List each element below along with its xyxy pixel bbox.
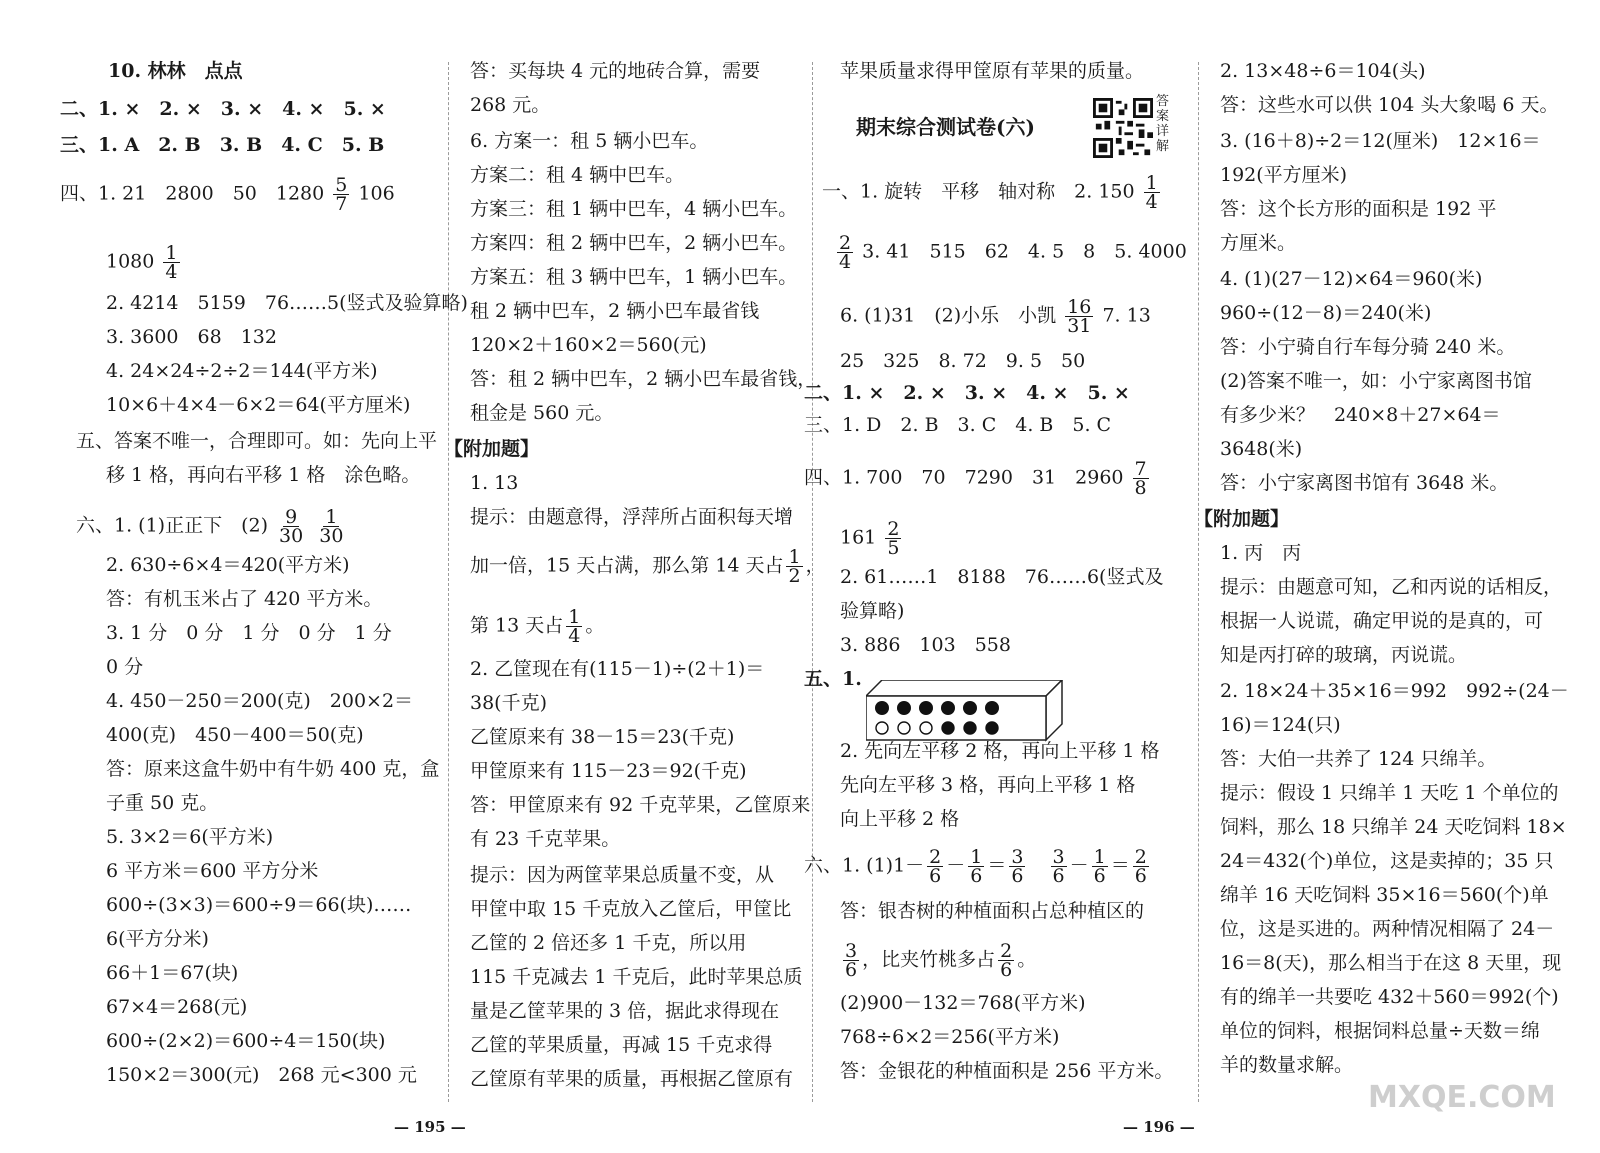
answer-line: 1. 13 bbox=[470, 472, 519, 494]
hint-line: 单位的饲料，根据饲料总量÷天数＝绵 bbox=[1220, 1020, 1540, 1042]
answer-line: 六、1. (1)1－ $\frac{2}{6}$ － $\frac{1}{6}$ ＝ $\frac{3}{6}$ $\frac{3}{6}$ － $\frac{1}{6}$ ＝ $\frac{2}{6}$ bbox=[804, 846, 1147, 887]
page-number-right: — 196 — bbox=[1123, 1118, 1195, 1136]
answer-line: 66＋1＝67(块) bbox=[106, 962, 239, 984]
column-divider bbox=[1198, 62, 1199, 1102]
hint-line: 24＝432(个)单位，这是卖掉的；35 只 bbox=[1220, 850, 1554, 872]
answer-line: 16)＝124(只) bbox=[1220, 714, 1341, 736]
answer-line: 5. 3×2＝6(平方米) bbox=[106, 826, 274, 848]
answer-line: 甲筐原来有 115－23＝92(千克) bbox=[470, 760, 747, 782]
filled-dot bbox=[964, 722, 976, 734]
hint-line bbox=[470, 546, 825, 587]
fraction: $\frac{1}{2}$ bbox=[788, 546, 801, 587]
answer-line: 方案五：租 3 辆中巴车，1 辆小巴车。 bbox=[470, 266, 798, 288]
answer-line: 6(平方分米) bbox=[106, 928, 209, 950]
answer-line: 1. 丙 丙 bbox=[1220, 542, 1302, 564]
hint-line: 提示：因为两筐苹果总质量不变，从 bbox=[470, 864, 775, 886]
fraction: $\frac{9}{30}$ bbox=[279, 506, 304, 547]
hint-line: 饲料，那么 18 只绵羊 24 天吃饲料 18× bbox=[1220, 816, 1567, 838]
answer-line bbox=[60, 244, 430, 281]
filled-dot bbox=[963, 701, 977, 715]
filled-dot bbox=[875, 701, 889, 715]
answer-text: 6. (1)31 (2)小乐 小凯 bbox=[840, 304, 1057, 327]
filled-dot bbox=[942, 722, 954, 734]
answer-text: 第 13 天占 bbox=[470, 614, 564, 637]
hint-line: 知是丙打碎的玻璃，丙说谎。 bbox=[1220, 644, 1468, 666]
filled-dot bbox=[919, 701, 933, 715]
answer-line bbox=[60, 508, 430, 545]
answer-line: 答：金银花的种植面积是 256 平方米。 bbox=[840, 1060, 1174, 1082]
fraction: $\frac{2}{4}$ bbox=[839, 232, 852, 273]
answer-line: 600÷(3×3)＝600÷9＝66(块)…… bbox=[106, 894, 412, 916]
answer-line: 方案四：租 2 辆中巴车，2 辆小巴车。 bbox=[470, 232, 798, 254]
answer-line: 答：这些水可以供 104 头大象喝 6 天。 bbox=[1220, 94, 1559, 116]
hint-line: 提示：由题意得，浮萍所占面积每天增 bbox=[470, 506, 794, 528]
answer-line bbox=[822, 174, 1185, 211]
answer-line: 乙筐原来有 38－15＝23(千克) bbox=[470, 726, 735, 748]
answer-line: 67×4＝268(元) bbox=[106, 996, 248, 1018]
fraction: $\frac{2}{6}$ bbox=[929, 846, 942, 887]
hollow-dot bbox=[920, 722, 932, 734]
answer-text: 四、1. 21 2800 50 1280 bbox=[60, 182, 325, 205]
answer-line: 0 分 bbox=[106, 656, 144, 678]
hint-line: 115 千克减去 1 千克后，此时苹果总质 bbox=[470, 966, 803, 988]
answer-line: 3648(米) bbox=[1220, 438, 1303, 460]
answer-line: 10×6＋4×4－6×2＝64(平方厘米) bbox=[106, 394, 411, 416]
answer-line: 6 平方米＝600 平方分米 bbox=[106, 860, 319, 882]
fraction: $\frac{1}{4}$ bbox=[1145, 172, 1158, 213]
answer-text: 3. 41 515 62 4. 5 8 5. 4000 bbox=[862, 240, 1187, 263]
answer-line: 960÷(12－8)＝240(米) bbox=[1220, 302, 1432, 324]
hint-line: 羊的数量求解。 bbox=[1220, 1054, 1354, 1076]
answer-line: 三、1. A 2. B 3. B 4. C 5. B bbox=[60, 134, 385, 156]
filled-dot bbox=[897, 701, 911, 715]
fraction: $\frac{16}{31}$ bbox=[1067, 296, 1092, 337]
answer-line: 10. 林林 点点 bbox=[108, 60, 243, 82]
answer-line: 五、答案不唯一，合理即可。如：先向上平 bbox=[76, 430, 438, 452]
answer-line: 租 2 辆中巴车，2 辆小巴车最省钱 bbox=[470, 300, 760, 322]
hint-line: 乙筐原有苹果的质量，再根据乙筐原有 bbox=[470, 1068, 794, 1090]
answer-line: 三、1. D 2. B 3. C 4. B 5. C bbox=[804, 414, 1112, 436]
answer-line: 方厘米。 bbox=[1220, 232, 1297, 254]
answer-line bbox=[840, 298, 1185, 335]
answer-text: 加一倍，15 天占满，那么第 14 天占 bbox=[470, 554, 784, 577]
answer-text: 六、1. (1)正正下 (2) bbox=[76, 514, 268, 537]
filled-dot bbox=[941, 701, 955, 715]
answer-line: 答：大伯一共养了 124 只绵羊。 bbox=[1220, 748, 1497, 770]
answer-line: 向上平移 2 格 bbox=[840, 808, 960, 830]
qr-caption: 答案详解 bbox=[1156, 94, 1170, 154]
fraction: $\frac{7}{8}$ bbox=[1134, 458, 1147, 499]
answer-line: 移 1 格，再向右平移 1 格 涂色略。 bbox=[106, 464, 421, 486]
hint-line: 位，这是买进的。两种情况相隔了 24－ bbox=[1220, 918, 1555, 940]
answer-line: 2. 18×24＋35×16＝992 992÷(24－ bbox=[1220, 680, 1569, 702]
answer-line: 答：甲筐原来有 92 千克苹果，乙筐原来 bbox=[470, 794, 811, 816]
answer-line: 二、1. × 2. × 3. × 4. × 5. × bbox=[60, 98, 386, 120]
answer-line: 192(平方厘米) bbox=[1220, 164, 1348, 186]
hint-line: 根据一人说谎，确定甲说的是真的，可 bbox=[1220, 610, 1544, 632]
answer-line: 答：银杏树的种植面积占总种植区的 bbox=[840, 900, 1145, 922]
watermark: MXQE.COM bbox=[1368, 1080, 1556, 1115]
hint-line: 提示：由题意可知，乙和丙说的话相反， bbox=[1220, 576, 1563, 598]
answer-line: 2. 4214 5159 76……5(竖式及验算略) bbox=[106, 292, 468, 314]
answer-text: 。 bbox=[1017, 948, 1037, 971]
answer-line: 768÷6×2＝256(平方米) bbox=[840, 1026, 1060, 1048]
hint-line: 量是乙筐苹果的 3 倍，据此求得现在 bbox=[470, 1000, 780, 1022]
answer-line: 先向左平移 3 格，再向上平移 1 格 bbox=[840, 774, 1136, 796]
answer-line: 2. 乙筐现在有(115－1)÷(2＋1)＝ bbox=[470, 658, 765, 680]
answer-line: 五、1. bbox=[804, 668, 862, 690]
answer-line: 3. 1 分 0 分 1 分 0 分 1 分 bbox=[106, 622, 392, 644]
answer-text: 161 bbox=[840, 526, 877, 549]
answer-text: 一、1. 旋转 平移 轴对称 2. 150 bbox=[822, 180, 1135, 203]
fraction: $\frac{1}{6}$ bbox=[1093, 846, 1106, 887]
answer-text: 106 bbox=[358, 182, 395, 205]
answer-line: 答：买每块 4 元的地砖合算，需要 bbox=[470, 60, 761, 82]
hint-line bbox=[470, 608, 820, 645]
answer-line: 2. 630÷6×4＝420(平方米) bbox=[106, 554, 350, 576]
answer-line: 120×2＋160×2＝560(元) bbox=[470, 334, 707, 356]
answer-line: 子重 50 克。 bbox=[106, 792, 219, 814]
answer-line: 600÷(2×2)＝600÷4＝150(块) bbox=[106, 1030, 386, 1052]
answer-line: 答：这个长方形的面积是 192 平 bbox=[1220, 198, 1497, 220]
answer-text: 四、1. 700 70 7290 31 2960 bbox=[804, 466, 1124, 489]
fraction: $\frac{1}{4}$ bbox=[568, 606, 581, 647]
hollow-dot bbox=[876, 722, 888, 734]
answer-line bbox=[840, 942, 1185, 979]
answer-line: 2. 13×48÷6＝104(头) bbox=[1220, 60, 1426, 82]
filled-dot bbox=[986, 722, 998, 734]
answer-line: 4. 450－250＝200(克) 200×2＝ bbox=[106, 690, 414, 712]
answer-line: 有多少米？ 240×8＋27×64＝ bbox=[1220, 404, 1501, 426]
answer-line: 268 元。 bbox=[470, 94, 551, 116]
fraction: $\frac{2}{6}$ bbox=[1134, 846, 1147, 887]
answer-line: 3. 3600 68 132 bbox=[106, 326, 277, 348]
fraction: $\frac{3}{6}$ bbox=[1052, 846, 1065, 887]
page-number-left: — 195 — bbox=[394, 1118, 466, 1136]
fraction: $\frac{3}{6}$ bbox=[1011, 846, 1024, 887]
answer-line: 答：有机玉米占了 420 平方米。 bbox=[106, 588, 383, 610]
answer-line: 租金是 560 元。 bbox=[470, 402, 614, 424]
answer-line: 150×2＝300(元) 268 元<300 元 bbox=[106, 1064, 417, 1086]
fraction: $\frac{5}{7}$ bbox=[335, 174, 348, 215]
answer-line: 苹果质量求得甲筐原有苹果的质量。 bbox=[840, 60, 1145, 82]
cuboid-figure bbox=[866, 680, 1066, 742]
answer-line: 答：租 2 辆中巴车，2 辆小巴车最省钱， bbox=[470, 368, 817, 390]
answer-line: 3. (16＋8)÷2＝12(厘米) 12×16＝ bbox=[1220, 130, 1541, 152]
bonus-heading: 【附加题】 bbox=[444, 438, 540, 460]
answer-text: 。 bbox=[585, 614, 605, 637]
answer-line: 6. 方案一：租 5 辆小巴车。 bbox=[470, 130, 709, 152]
hint-line: 乙筐的 2 倍还多 1 千克，所以用 bbox=[470, 932, 747, 954]
answer-line: 有 23 千克苹果。 bbox=[470, 828, 621, 850]
hint-line: 提示：假设 1 只绵羊 1 天吃 1 个单位的 bbox=[1220, 782, 1559, 804]
answer-line: 38(千克) bbox=[470, 692, 548, 714]
fraction: $\frac{2}{5}$ bbox=[887, 518, 900, 559]
answer-line: 4. (1)(27－12)×64＝960(米) bbox=[1220, 268, 1483, 290]
answer-line: 答：小宁骑自行车每分骑 240 米。 bbox=[1220, 336, 1516, 358]
fraction: $\frac{2}{6}$ bbox=[1000, 940, 1013, 981]
filled-dot bbox=[985, 701, 999, 715]
qr-code-icon bbox=[1093, 98, 1153, 158]
fraction: $\frac{3}{6}$ bbox=[845, 940, 858, 981]
answer-line: 400(克) 450－400＝50(克) bbox=[106, 724, 364, 746]
answer-line: 二、1. × 2. × 3. × 4. × 5. × bbox=[804, 382, 1130, 404]
fraction: $\frac{1}{6}$ bbox=[970, 846, 983, 887]
answer-line: 答：原来这盒牛奶中有牛奶 400 克，盒 bbox=[106, 758, 440, 780]
hint-line: 乙筐的苹果质量，再减 15 千克求得 bbox=[470, 1034, 773, 1056]
section-title: 期末综合测试卷(六) bbox=[856, 115, 1035, 139]
answer-line: 2. 61……1 8188 76……6(竖式及 bbox=[840, 566, 1164, 588]
fraction: $\frac{1}{30}$ bbox=[319, 506, 344, 547]
fraction: $\frac{1}{4}$ bbox=[165, 242, 178, 283]
answer-line bbox=[804, 460, 1185, 497]
answer-line: 4. 24×24÷2÷2＝144(平方米) bbox=[106, 360, 378, 382]
answer-text: ， bbox=[805, 554, 825, 577]
column-divider bbox=[448, 62, 449, 1102]
hint-line: 甲筐中取 15 千克放入乙筐后，甲筐比 bbox=[470, 898, 792, 920]
hint-line: 有的绵羊一共要吃 432＋560＝992(个) bbox=[1220, 986, 1559, 1008]
answer-line bbox=[60, 176, 430, 213]
answer-text: 1080 bbox=[106, 250, 155, 273]
hollow-dot bbox=[898, 722, 910, 734]
answer-text: 7. 13 bbox=[1102, 304, 1151, 327]
answer-line: 验算略) bbox=[840, 600, 905, 622]
hint-line: 绵羊 16 天吃饲料 35×16＝560(个)单 bbox=[1220, 884, 1549, 906]
answer-line: (2)900－132＝768(平方米) bbox=[840, 992, 1086, 1014]
answer-line: 25 325 8. 72 9. 5 50 bbox=[840, 350, 1086, 372]
answer-line bbox=[840, 520, 1185, 557]
answer-line: 2. 先向左平移 2 格，再向上平移 1 格 bbox=[840, 740, 1160, 762]
answer-line bbox=[834, 234, 1185, 271]
answer-line: 3. 886 103 558 bbox=[840, 634, 1011, 656]
hint-line: 16＝8(天)，那么相当于在这 8 天里，现 bbox=[1220, 952, 1562, 974]
bonus-heading: 【附加题】 bbox=[1194, 508, 1290, 530]
answer-line: (2)答案不唯一，如：小宁家离图书馆 bbox=[1220, 370, 1532, 392]
answer-text: 六、1. (1)1－ bbox=[804, 854, 925, 877]
answer-line: 方案三：租 1 辆中巴车，4 辆小巴车。 bbox=[470, 198, 798, 220]
answer-line: 方案二：租 4 辆中巴车。 bbox=[470, 164, 685, 186]
answer-line: 答：小宁家离图书馆有 3648 米。 bbox=[1220, 472, 1509, 494]
answer-text: ，比夹竹桃多占 bbox=[862, 948, 996, 971]
